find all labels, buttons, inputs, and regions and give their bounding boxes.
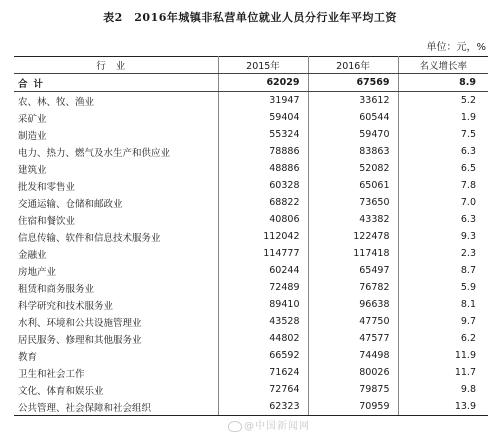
cell-2016: 60544	[308, 109, 398, 126]
cell-growth: 7.8	[460, 180, 476, 191]
table-row	[14, 313, 488, 330]
cell-industry: 教育	[14, 347, 218, 364]
cell-industry: 房地产业	[14, 262, 218, 279]
cell-industry: 科学研究和技术服务业	[14, 296, 218, 313]
cell-2016: 59470	[308, 126, 398, 143]
table-row	[14, 109, 488, 126]
unit-label: 单位：元，%	[426, 42, 486, 53]
cell-2016: 96638	[308, 296, 398, 313]
table-row	[14, 211, 488, 228]
cell-growth: 9.8	[460, 384, 476, 395]
table-row	[14, 279, 488, 296]
cell-growth: 6.3	[460, 146, 476, 157]
table-row	[14, 177, 488, 194]
header-growth: 名义增长率	[398, 57, 488, 74]
cell-industry: 批发和零售业	[14, 177, 218, 194]
cell-2015: 114777	[218, 245, 308, 262]
cell-growth: 8.9	[398, 74, 488, 92]
cell-2016: 117418	[308, 245, 398, 262]
cell-growth: 5.2	[460, 95, 476, 106]
cell-2016: 80026	[308, 364, 398, 381]
cell-2016: 43382	[308, 211, 398, 228]
cell-industry: 住宿和餐饮业	[14, 211, 218, 228]
weibo-icon	[228, 421, 242, 432]
watermark	[228, 417, 310, 432]
cell-2016: 83863	[308, 143, 398, 160]
cell-growth: 6.5	[460, 163, 476, 174]
cell-industry: 电力、热力、燃气及水生产和供应业	[14, 143, 218, 160]
cell-growth: 2.3	[460, 248, 476, 259]
cell-2016: 76782	[308, 279, 398, 296]
cell-industry: 合计	[14, 74, 218, 92]
table-row	[14, 330, 488, 347]
cell-industry: 文化、体育和娱乐业	[14, 381, 218, 398]
cell-2015: 89410	[218, 296, 308, 313]
cell-2016: 74498	[308, 347, 398, 364]
cell-2015: 72764	[218, 381, 308, 398]
cell-2016: 73650	[308, 194, 398, 211]
cell-growth: 8.7	[460, 265, 476, 276]
cell-2015: 43528	[218, 313, 308, 330]
table-row	[14, 160, 488, 177]
cell-2016: 79875	[308, 381, 398, 398]
table-title: 表2 2016年城镇非私营单位就业人员分行业年平均工资	[103, 11, 397, 24]
cell-industry: 采矿业	[14, 109, 218, 126]
cell-2015: 71624	[218, 364, 308, 381]
header-industry: 行业	[14, 57, 218, 74]
header-row	[14, 57, 488, 74]
table-row	[14, 398, 488, 416]
table-row	[14, 381, 488, 398]
cell-2016: 47577	[308, 330, 398, 347]
cell-industry: 交通运输、仓储和邮政业	[14, 194, 218, 211]
table-body	[14, 74, 488, 416]
cell-industry: 建筑业	[14, 160, 218, 177]
cell-2016: 122478	[308, 228, 398, 245]
cell-growth: 9.7	[460, 316, 476, 327]
cell-industry: 农、林、牧、渔业	[14, 92, 218, 110]
table-row	[14, 143, 488, 160]
cell-2015: 68822	[218, 194, 308, 211]
header-2015: 2015年	[218, 57, 308, 74]
table-row	[14, 126, 488, 143]
cell-2016: 67569	[308, 74, 398, 92]
cell-2016: 65061	[308, 177, 398, 194]
cell-growth: 6.2	[460, 333, 476, 344]
cell-2015: 55324	[218, 126, 308, 143]
cell-industry: 金融业	[14, 245, 218, 262]
cell-2015: 44802	[218, 330, 308, 347]
cell-industry: 制造业	[14, 126, 218, 143]
cell-2016: 70959	[308, 398, 398, 416]
table-row	[14, 364, 488, 381]
table-row	[14, 194, 488, 211]
cell-2016: 47750	[308, 313, 398, 330]
cell-growth: 11.9	[454, 350, 476, 361]
cell-2015: 60244	[218, 262, 308, 279]
table-row	[14, 296, 488, 313]
cell-growth: 7.0	[460, 197, 476, 208]
cell-growth: 9.3	[460, 231, 476, 242]
cell-growth: 11.7	[454, 367, 476, 378]
cell-2015: 60328	[218, 177, 308, 194]
table-row-total	[14, 74, 488, 92]
cell-2015: 78886	[218, 143, 308, 160]
cell-2015: 48886	[218, 160, 308, 177]
table-row	[14, 245, 488, 262]
cell-2015: 59404	[218, 109, 308, 126]
wage-table	[14, 56, 488, 416]
cell-2016: 65497	[308, 262, 398, 279]
table-row	[14, 262, 488, 279]
cell-2015: 72489	[218, 279, 308, 296]
cell-2015: 31947	[218, 92, 308, 110]
cell-growth: 8.1	[460, 299, 476, 310]
cell-growth: 7.5	[460, 129, 476, 140]
cell-2015: 112042	[218, 228, 308, 245]
cell-growth: 13.9	[398, 398, 488, 416]
cell-2015: 62029	[218, 74, 308, 92]
cell-2015: 66592	[218, 347, 308, 364]
cell-industry: 居民服务、修理和其他服务业	[14, 330, 218, 347]
table-row	[14, 92, 488, 110]
cell-2016: 52082	[308, 160, 398, 177]
cell-growth: 1.9	[460, 112, 476, 123]
cell-industry: 卫生和社会工作	[14, 364, 218, 381]
header-2016: 2016年	[308, 57, 398, 74]
cell-industry: 公共管理、社会保障和社会组织	[14, 398, 218, 416]
cell-industry: 租赁和商务服务业	[14, 279, 218, 296]
watermark-text: @中国新闻网	[244, 421, 310, 432]
table-row	[14, 347, 488, 364]
cell-2015: 40806	[218, 211, 308, 228]
cell-industry: 信息传输、软件和信息技术服务业	[14, 228, 218, 245]
cell-growth: 6.3	[460, 214, 476, 225]
cell-2016: 33612	[308, 92, 398, 110]
cell-industry: 水利、环境和公共设施管理业	[14, 313, 218, 330]
table-row	[14, 228, 488, 245]
cell-growth: 5.9	[460, 282, 476, 293]
cell-2015: 62323	[218, 398, 308, 416]
